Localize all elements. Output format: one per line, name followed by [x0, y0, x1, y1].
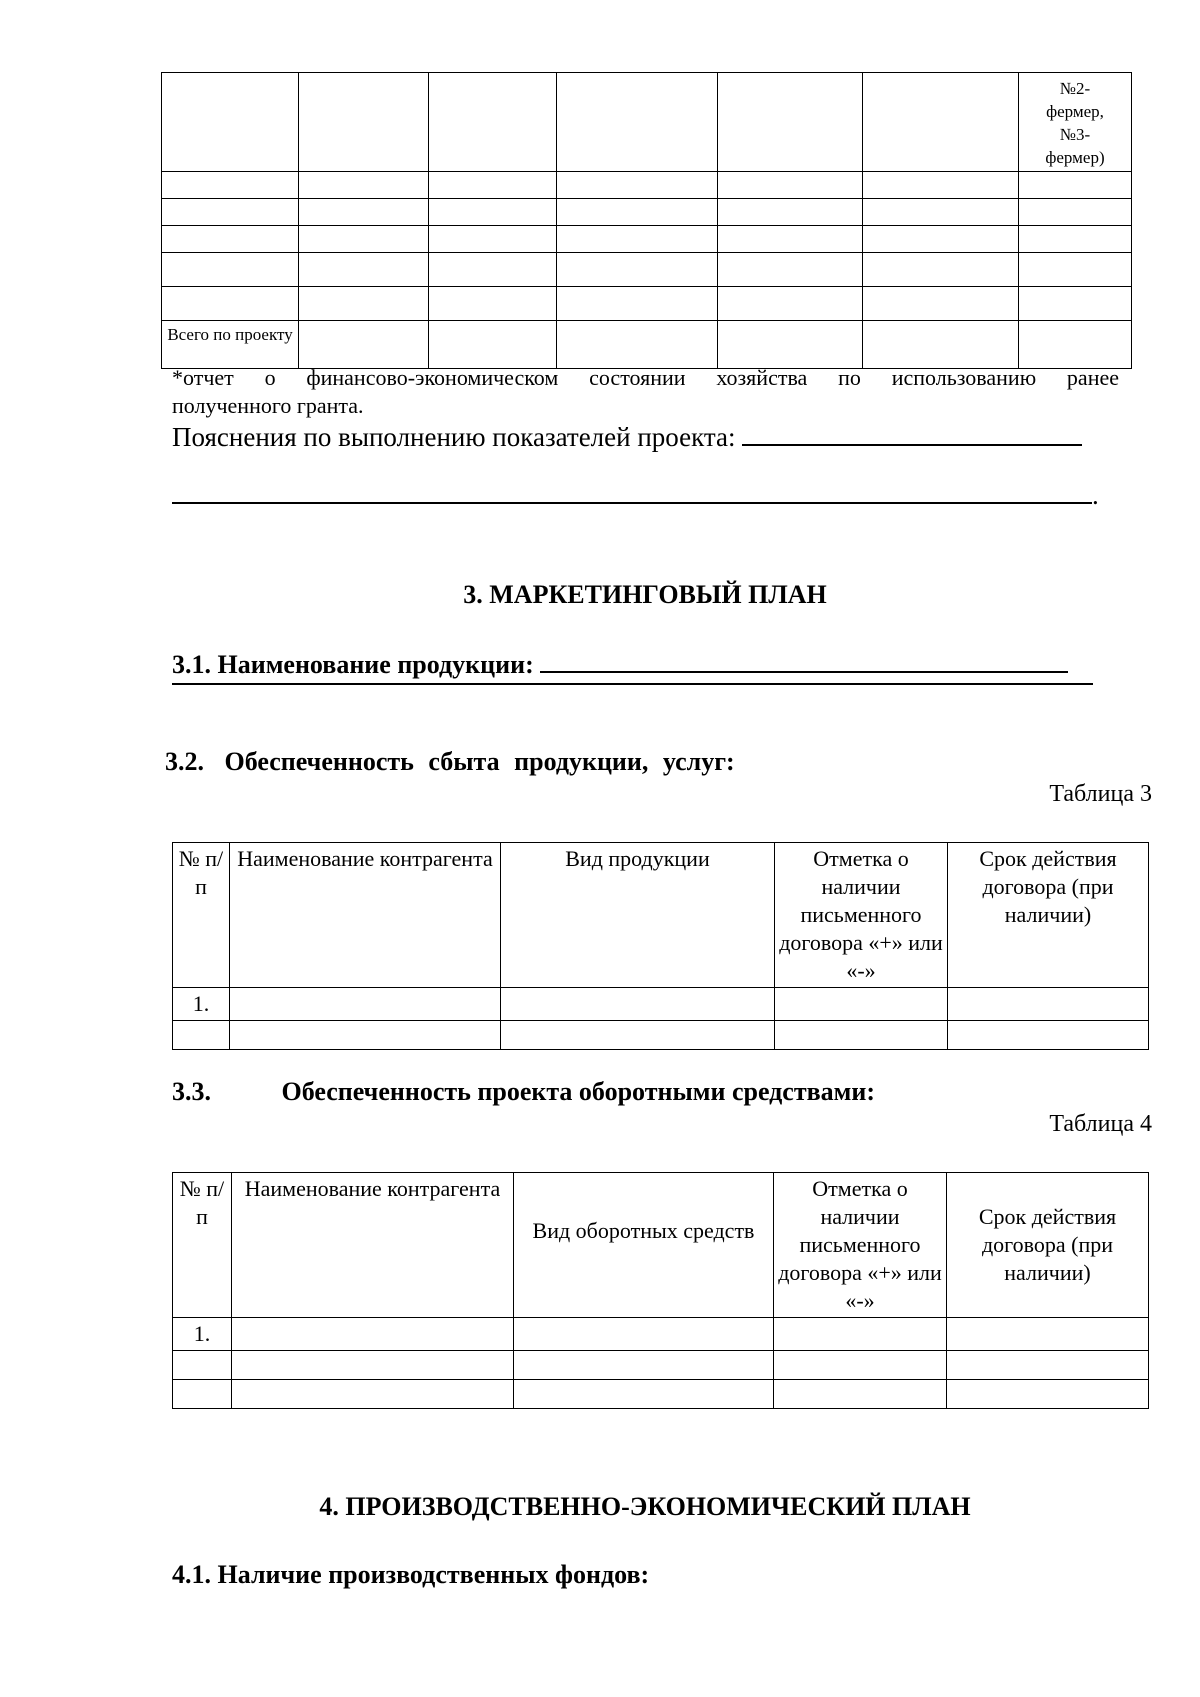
header-cell-counterparty: Наименование контрагента — [230, 843, 501, 988]
table-cell[interactable] — [514, 1351, 774, 1380]
s32-label: Обеспеченность сбыта продукции, услуг: — [224, 747, 735, 776]
header-cell-product-type: Вид продукции — [501, 843, 775, 988]
s31-row — [172, 648, 1068, 682]
header-cell-farmer-type: №2- фермер, №3- фермер) — [1019, 73, 1132, 172]
header-cell-contract-mark: Отметка о наличии письменного договора «+» или «-» — [774, 1173, 947, 1318]
table-cell[interactable] — [947, 1380, 1149, 1409]
header-cell-contract-term: Срок действия договора (при наличии) — [947, 1173, 1149, 1318]
explanations-end-dot: . — [1092, 480, 1099, 510]
table-cell[interactable] — [232, 1318, 514, 1351]
footnote-line-1: *отчет о финансово-экономическом состоянии хозяйства по использованию ранее — [172, 365, 1119, 390]
table-cell[interactable] — [774, 1318, 947, 1351]
table-row — [162, 287, 1132, 321]
table-cell[interactable] — [230, 1021, 501, 1050]
table-row — [173, 1351, 1149, 1380]
table-row — [162, 253, 1132, 287]
header-cell-counterparty: Наименование контрагента — [232, 1173, 514, 1318]
s31-label: 3.1. Наименование продукции: — [172, 650, 534, 679]
row-number: 1. — [173, 1318, 232, 1351]
table-cell[interactable] — [775, 988, 948, 1021]
table-cell[interactable] — [514, 1318, 774, 1351]
table-cell[interactable] — [774, 1380, 947, 1409]
table-cell[interactable] — [232, 1351, 514, 1380]
table-cell[interactable] — [948, 1021, 1149, 1050]
table-cell[interactable] — [501, 1021, 775, 1050]
table-cell — [863, 73, 1019, 172]
total-label: Всего по проекту — [162, 321, 299, 369]
sales-table — [172, 842, 1149, 1050]
table-row — [162, 226, 1132, 253]
table-cell — [162, 73, 299, 172]
table-row — [173, 1021, 1149, 1050]
table-row — [173, 1318, 1149, 1351]
table-cell[interactable] — [232, 1380, 514, 1409]
table-cell[interactable] — [775, 1021, 948, 1050]
s33-label: Обеспеченность проекта оборотными средствами: — [281, 1077, 875, 1106]
product-name-input-line-2[interactable] — [172, 683, 1093, 685]
header-cell-contract-mark: Отметка о наличии письменного договора «+» или «-» — [775, 843, 948, 988]
table-cell — [557, 73, 718, 172]
table-cell[interactable] — [947, 1351, 1149, 1380]
s32-row — [165, 745, 735, 779]
explanations-input-line-2[interactable] — [172, 502, 1092, 504]
s32-number: 3.2. — [165, 747, 204, 776]
footnote-line-2: полученного гранта. — [172, 393, 364, 418]
s33-row — [172, 1075, 875, 1109]
table-row-total — [162, 321, 1132, 369]
header-cell-asset-type: Вид оборотных средств — [514, 1173, 774, 1318]
explanations-label: Пояснения по выполнению показателей проекта: — [172, 422, 736, 452]
table-cell[interactable] — [514, 1380, 774, 1409]
table-cell[interactable] — [173, 1351, 232, 1380]
table-row — [173, 1380, 1149, 1409]
table4-caption: Таблица 4 — [1049, 1111, 1152, 1137]
explanations-row — [172, 420, 1082, 454]
working-capital-table — [172, 1172, 1149, 1409]
header-cell-contract-term: Срок действия договора (при наличии) — [948, 843, 1149, 988]
table-cell — [718, 73, 863, 172]
table-row — [162, 199, 1132, 226]
table-cell[interactable] — [947, 1318, 1149, 1351]
product-name-input-line[interactable] — [540, 671, 1068, 673]
table-cell[interactable] — [173, 1380, 232, 1409]
section3-title: 3. МАРКЕТИНГОВЫЙ ПЛАН — [463, 580, 827, 609]
table-row — [173, 988, 1149, 1021]
section4-title: 4. ПРОИЗВОДСТВЕННО-ЭКОНОМИЧЕСКИЙ ПЛАН — [319, 1492, 971, 1521]
header-cell-number: № п/п — [173, 843, 230, 988]
table-cell[interactable] — [230, 988, 501, 1021]
table-cell — [299, 73, 429, 172]
s33-number: 3.3. — [172, 1077, 211, 1106]
explanations-input-line[interactable] — [742, 444, 1082, 446]
table-cell[interactable] — [501, 988, 775, 1021]
results-table-continuation — [161, 72, 1132, 369]
explanations-row-2 — [172, 478, 1099, 512]
table-row — [162, 172, 1132, 199]
table-cell[interactable] — [173, 1021, 230, 1050]
table-cell[interactable] — [948, 988, 1149, 1021]
s41-label: 4.1. Наличие производственных фондов: — [172, 1560, 650, 1589]
header-cell-number: № п/п — [173, 1173, 232, 1318]
table-cell — [429, 73, 557, 172]
table3-caption: Таблица 3 — [1049, 781, 1152, 807]
row-number: 1. — [173, 988, 230, 1021]
table-cell[interactable] — [774, 1351, 947, 1380]
